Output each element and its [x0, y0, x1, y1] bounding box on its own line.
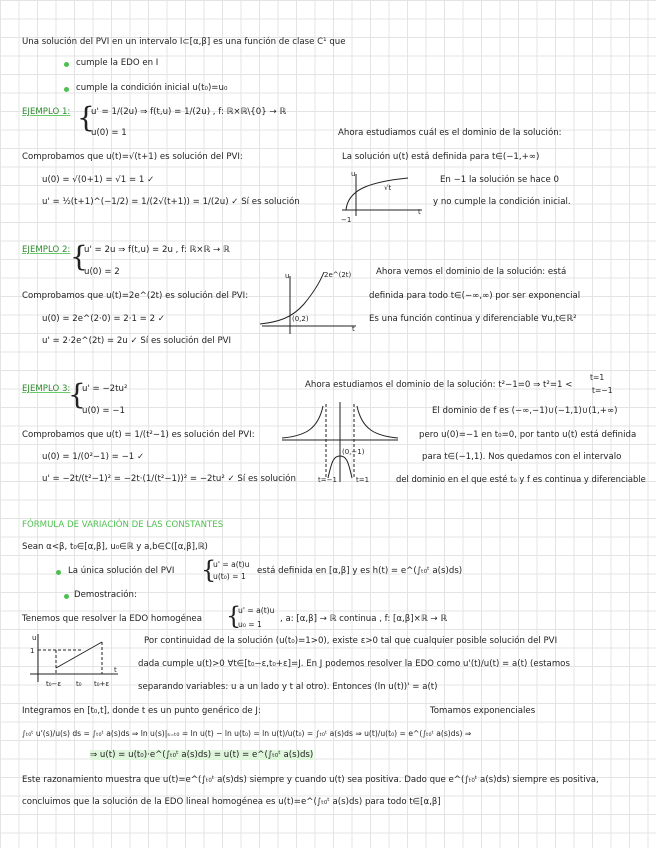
- proof-paragraph-3: separando variables: u a un lado y t al otro). Entonces (ln u(t))' = a(t): [138, 682, 438, 692]
- solution-segment: [56, 642, 102, 668]
- proof-label: Demostración:: [74, 590, 137, 600]
- example-1-graph: [338, 168, 428, 223]
- solution-result: [90, 750, 313, 761]
- example-3-check-initial: u(0) = 1/(0²−1) = −1 ✓: [42, 452, 145, 462]
- exponential-note: Tomamos exponenciales: [430, 706, 536, 716]
- tick-left: t₀−ε: [46, 680, 62, 688]
- tick-label: −1: [341, 216, 352, 224]
- root-negative: t=−1: [592, 386, 613, 395]
- example-2-domain-interval: definida para todo t∈(−∞,∞) por ser exponencial: [369, 291, 581, 301]
- example-1-domain-note: En −1 la solución se hace 0: [440, 175, 559, 185]
- axis-label-u: u: [285, 272, 290, 280]
- example-3-domain-note: pero u(0)=−1 en t₀=0, por tanto u(t) está definida: [419, 430, 637, 440]
- proof-graph: [22, 632, 122, 688]
- example-3-initial-condition: u(0) = −1: [82, 406, 125, 416]
- intro-bullet-2: cumple la condición inicial u(t₀)=u₀: [76, 83, 228, 93]
- solution-highlight: ⇒ u(t) = u(t₀)·e^(∫ₜ₀ᵗ a(s)ds) = u(t) = e^(∫ₜ₀ᵗ a(s)ds): [90, 750, 314, 760]
- theorem-system-2: u(t₀) = 1: [213, 572, 246, 581]
- tick-label-pos: t=1: [356, 476, 370, 484]
- axis-label-t: t: [352, 325, 355, 333]
- point-label: (0,−1): [342, 448, 365, 456]
- bullet-dot: [64, 87, 69, 92]
- tick-right: t₀+ε: [94, 680, 110, 688]
- brace: {: [70, 240, 88, 273]
- branch-right: [357, 406, 398, 438]
- example-3-label: EJEMPLO 3:: [22, 384, 71, 394]
- theorem-system-1: u' = a(t)u: [213, 560, 250, 569]
- bullet-dot: [64, 594, 69, 599]
- formula-setup: Sean α<β, t₀∈[α,β], u₀∈ℝ y a,b∈C([α,β],ℝ): [22, 542, 208, 552]
- theorem-conclusion: está definida en [α,β] y es h(t) = e^(∫ₜ₀ᵗ a(s)ds): [257, 566, 463, 576]
- theorem-text: La única solución del PVI: [68, 566, 175, 576]
- bullet-dot: [64, 62, 69, 67]
- example-1-check-initial: u(0) = √(0+1) = √1 = 1 ✓: [42, 175, 155, 185]
- example-2-check-initial: u(0) = 2e^(2·0) = 2·1 = 2 ✓: [42, 314, 166, 324]
- sqrt-curve: [346, 178, 408, 210]
- example-3-equation: u' = −2tu²: [82, 384, 128, 394]
- level-label: 1: [30, 647, 35, 655]
- example-2-check-derivative: u' = 2·2e^(2t) = 2u ✓ Sí es solución del PVI: [42, 336, 232, 346]
- example-2-domain-note: Es una función continua y diferenciable ∀u,t∈ℝ²: [369, 314, 577, 324]
- example-1-domain-note-2: y no cumple la condición inicial.: [433, 197, 571, 207]
- example-2-equation: u' = 2u ⇒ f(t,u) = 2u , f: ℝ×ℝ → ℝ: [84, 245, 230, 255]
- intro-bullet-1: cumple la EDO en I: [76, 58, 159, 68]
- axis-label-u: u: [351, 170, 356, 178]
- resolve-system-1: u' = a(t)u: [238, 606, 275, 615]
- axis-label-t: t: [418, 208, 421, 216]
- example-2-initial-condition: u(0) = 2: [84, 267, 120, 277]
- root-positive: t=1: [590, 373, 605, 382]
- example-1-label: EJEMPLO 1:: [22, 107, 71, 117]
- example-1-check-derivative: u' = ½(t+1)^(−1/2) = 1/(2√(t+1)) = 1/(2u) ✓ Sí es solución: [42, 197, 300, 207]
- curve-label: 2e^(2t): [324, 271, 352, 279]
- example-3-domain-title: Ahora estudiamos el dominio de la solución: t²−1=0 ⇒ t²=1 <: [305, 380, 573, 390]
- example-2-check-title: Comprobamos que u(t)=2e^(2t) es solución del PVI:: [22, 291, 249, 301]
- branch-left: [282, 406, 323, 438]
- proof-paragraph-2: dada cumple u(t)>0 ∀t∈[t₀−ε,t₀+ε]=J. En J podemos resolver la EDO como u'(t)/u(t) = a(t) (estamos: [138, 659, 570, 669]
- bullet-dot: [56, 570, 61, 575]
- example-3-check-derivative: u' = −2t/(t²−1)² = −2t·(1/(t²−1))² = −2tu² ✓ Sí es solución: [42, 474, 296, 484]
- conclusion-line-2: concluimos que la solución de la EDO lineal homogénea es u(t)=e^(∫ₜ₀ᵗ a(s)ds) para todo t∈[α,β]: [22, 797, 441, 807]
- example-1-check-title: Comprobamos que u(t)=√(t+1) es solución del PVI:: [22, 152, 243, 162]
- resolve-system-2: u₀ = 1: [238, 620, 262, 629]
- resolve-conditions: , a: [α,β] → ℝ continua , f: [α,β]×ℝ → ℝ: [280, 614, 448, 624]
- tick-center: t₀: [76, 680, 82, 688]
- point-label: (0,2): [292, 315, 309, 323]
- example-3-check-title: Comprobamos que u(t) = 1/(t²−1) es solución del PVI:: [22, 430, 255, 440]
- axis-label-u: u: [32, 634, 37, 642]
- example-2-graph: [258, 268, 358, 338]
- example-1-domain-interval: La solución u(t) está definida para t∈(−1,+∞): [342, 152, 540, 162]
- axis-label-t: t: [114, 666, 117, 674]
- brace: {: [77, 101, 95, 134]
- example-2-domain-title: Ahora vemos el dominio de la solución: está: [376, 267, 567, 277]
- conclusion-line-1: Este razonamiento muestra que u(t)=e^(∫ₜ₀ᵗ a(s)ds) siempre y cuando u(t) sea positiva. Dado que e^(∫ₜ₀ᵗ a(s)ds) siempre es positiva,: [22, 775, 599, 785]
- proof-paragraph-1: Por continuidad de la solución (u(t₀)=1>0), existe ε>0 tal que cualquier posible solución del PVI: [144, 636, 558, 646]
- example-1-equation: u' = 1/(2u) ⇒ f(t,u) = 1/(2u) , f: ℝ×ℝ\{0} → ℝ: [91, 107, 287, 117]
- example-3-domain-interval: para t∈(−1,1). Nos quedamos con el intervalo: [422, 452, 622, 462]
- tick-label-neg: t=−1: [318, 476, 337, 484]
- example-3-domain-conclusion: del dominio en el que esté t₀ y f es continua y diferenciable: [396, 474, 646, 484]
- example-1-initial-condition: u(0) = 1: [91, 128, 127, 138]
- resolve-text: Tenemos que resolver la EDO homogénea: [22, 614, 202, 624]
- example-3-graph: [280, 400, 400, 484]
- section-title: FÓRMULA DE VARIACIÓN DE LAS CONSTANTES: [22, 520, 224, 530]
- integration-chain: ∫ₜ₀ᵗ u'(s)/u(s) ds = ∫ₜ₀ᵗ a(s)ds ⇒ ln u(s)|ₛ₌ₜ₀ = ln u(t) − ln u(t₀) = ln u(t)/u(t₀) = ∫ₜ₀ᵗ a(s)ds ⇒ u(t)/u(t₀) = e^(∫ₜ₀ᵗ a(s)ds) ⇒: [22, 729, 472, 738]
- integration-text: Integramos en [t₀,t], donde t es un punto genérico de J:: [22, 706, 261, 716]
- intro-definition: Una solución del PVI en un intervalo I⊂[α,β] es una función de clase C¹ que: [22, 37, 346, 47]
- example-3-domain-set: El dominio de f es (−∞,−1)∪(−1,1)∪(1,+∞): [432, 406, 618, 416]
- example-2-label: EJEMPLO 2:: [22, 245, 71, 255]
- brace: {: [201, 556, 217, 584]
- example-1-domain-title: Ahora estudiamos cuál es el dominio de la solución:: [338, 128, 562, 138]
- curve-label: √t: [384, 184, 392, 192]
- brace: {: [226, 602, 242, 630]
- brace: {: [68, 378, 86, 411]
